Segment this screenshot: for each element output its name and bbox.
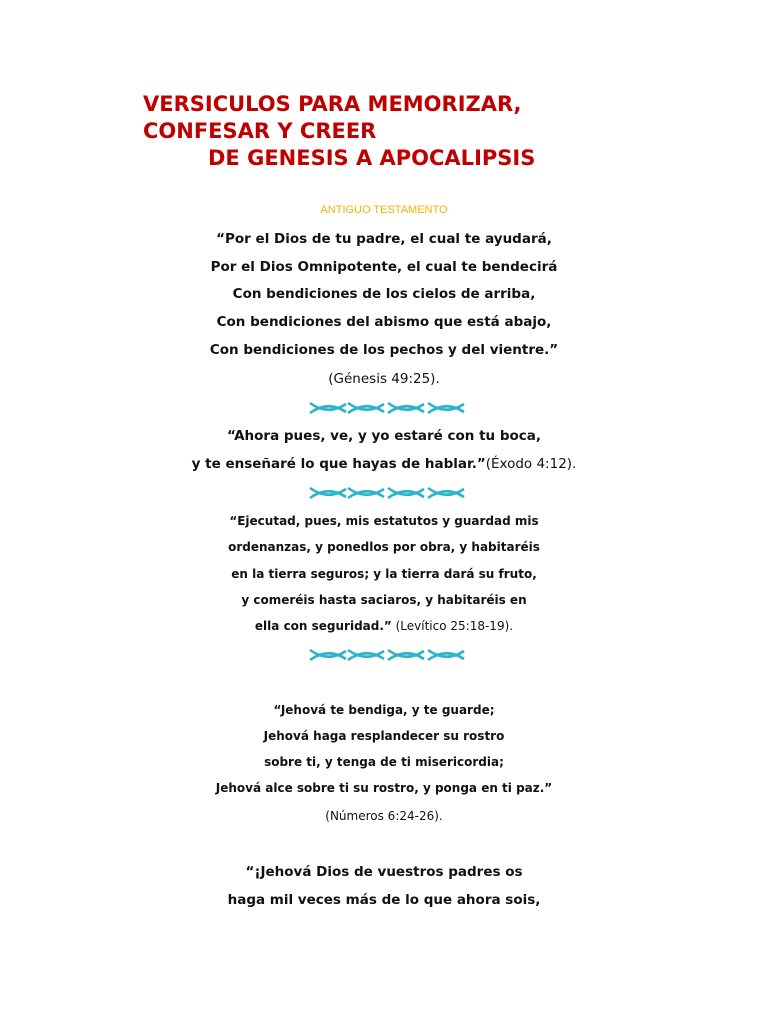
fish-symbol bbox=[310, 403, 346, 413]
verse-line: “¡Jehová Dios de vuestros padres os bbox=[245, 864, 523, 880]
verse-line: “Jehová te bendiga, y te guarde; bbox=[273, 703, 495, 717]
title-line-2: CONFESAR Y CREER bbox=[143, 119, 377, 143]
fish-divider-icon bbox=[308, 648, 466, 662]
fish-symbol bbox=[348, 488, 384, 498]
verse-line: Jehová haga resplandecer su rostro bbox=[263, 729, 505, 743]
fish-symbol bbox=[388, 403, 424, 413]
verse-reference: (Números 6:24-26). bbox=[325, 809, 443, 823]
fish-symbol bbox=[348, 650, 384, 660]
verse-line: “Por el Dios de tu padre, el cual te ayudará, bbox=[216, 231, 552, 247]
title-line-1: VERSICULOS PARA MEMORIZAR, bbox=[143, 92, 522, 116]
fish-symbol bbox=[348, 403, 384, 413]
fish-symbol bbox=[310, 650, 346, 660]
fish-symbol bbox=[388, 488, 424, 498]
verse-line: ordenanzas, y ponedlos por obra, y habitaréis bbox=[228, 540, 540, 554]
verse-line: Con bendiciones de los cielos de arriba, bbox=[232, 286, 536, 302]
fish-divider-icon bbox=[308, 401, 466, 415]
fish-symbol bbox=[428, 650, 464, 660]
verse-line: sobre ti, y tenga de ti misericordia; bbox=[264, 755, 504, 769]
verse-line: en la tierra seguros; y la tierra dará su fruto, bbox=[231, 567, 537, 581]
section-heading: ANTIGUO TESTAMENTO bbox=[320, 204, 448, 216]
verse-line: Por el Dios Omnipotente, el cual te bendecirá bbox=[210, 259, 558, 275]
title-line-3: DE GENESIS A APOCALIPSIS bbox=[208, 146, 536, 170]
verse-reference: (Génesis 49:25). bbox=[328, 371, 440, 387]
fish-divider-icon bbox=[308, 486, 466, 500]
fish-symbol bbox=[310, 488, 346, 498]
verse-line: haga mil veces más de lo que ahora sois, bbox=[227, 892, 541, 908]
verse-line: “Ahora pues, ve, y yo estaré con tu boca, bbox=[226, 428, 542, 444]
verse-line: “Ejecutad, pues, mis estatutos y guardad mis bbox=[229, 514, 539, 528]
verse-line: ella con seguridad.” bbox=[254, 619, 392, 633]
verse-line: Jehová alce sobre ti su rostro, y ponga en ti paz.” bbox=[215, 781, 553, 795]
verse-line: Con bendiciones del abismo que está abajo, bbox=[216, 314, 552, 330]
fish-symbol bbox=[388, 650, 424, 660]
verse-reference: (Éxodo 4:12). bbox=[485, 456, 577, 472]
fish-symbol bbox=[428, 488, 464, 498]
verse-reference: (Levítico 25:18-19). bbox=[391, 619, 514, 633]
fish-symbol bbox=[428, 403, 464, 413]
verse-line: y te enseñaré lo que hayas de hablar.” bbox=[191, 456, 486, 472]
verse-line: y comeréis hasta saciaros, y habitaréis en bbox=[241, 593, 527, 607]
verse-line: Con bendiciones de los pechos y del vientre.” bbox=[209, 342, 559, 358]
